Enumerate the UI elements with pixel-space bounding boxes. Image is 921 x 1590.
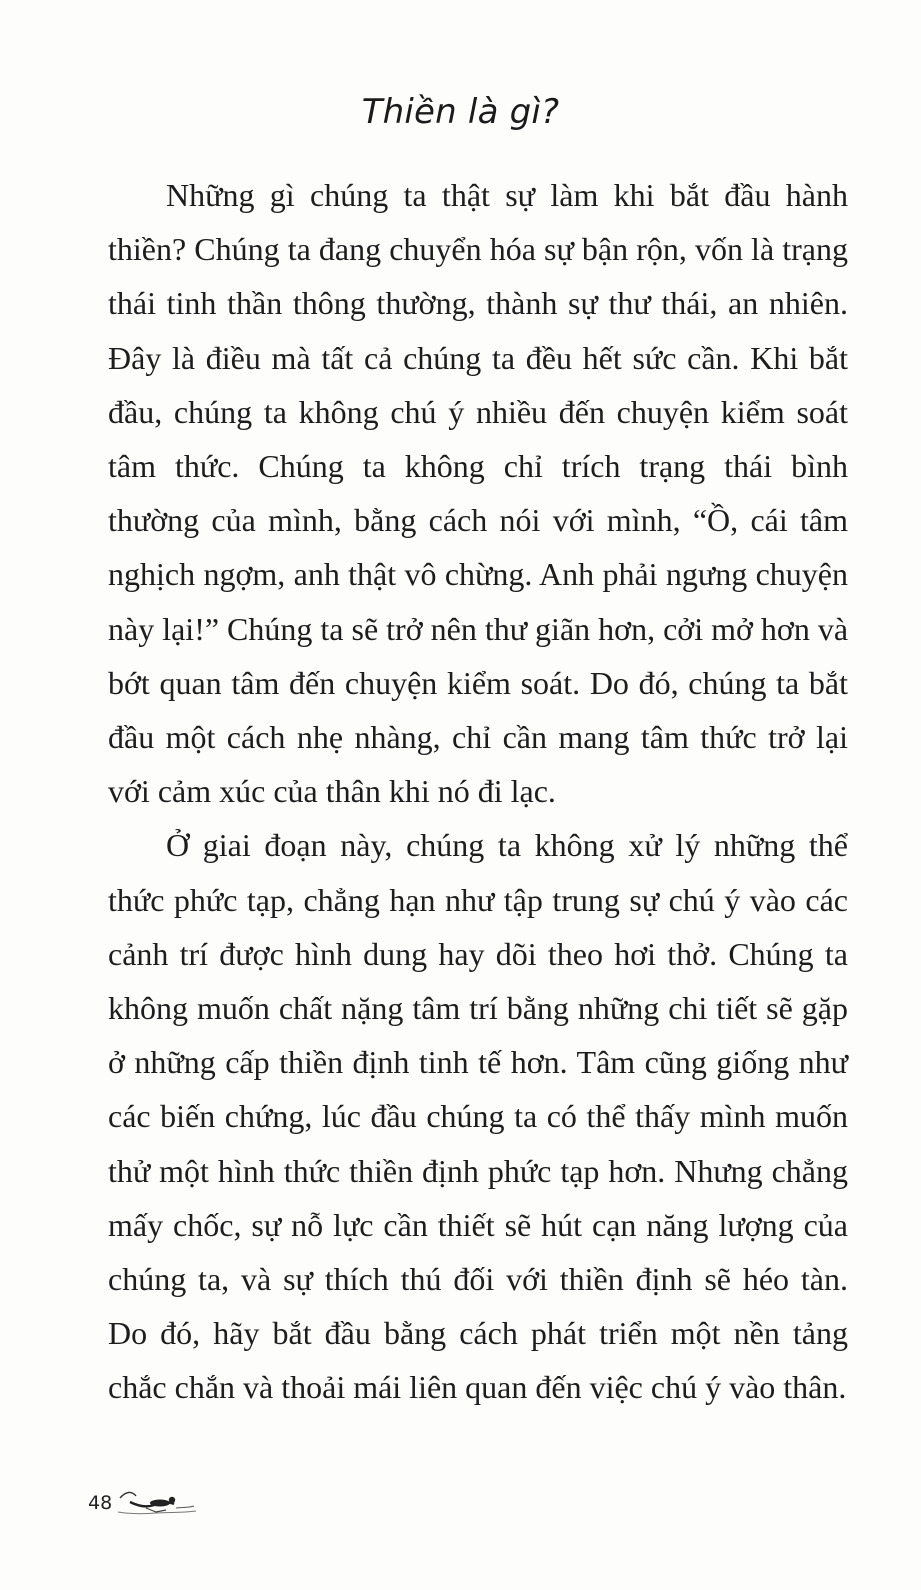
section-heading: Thiền là gì? [361, 92, 560, 132]
swimmer-ornament-icon [116, 1488, 200, 1518]
page-number: 48 [88, 1492, 113, 1514]
paragraph-2: Ở giai đoạn này, chúng ta không xử lý những thể thức phức tạp, chẳng hạn như tập trung sự chú ý vào các cảnh trí được hình dung hay dõi theo hơi thở. Chúng ta không muốn chất nặng tâm trí bằng những chi tiết sẽ gặp ở những cấp thiền định tinh tế hơn. Tâm cũng giống như các biến chứng, lúc đầu chúng ta có thể thấy mình muốn thử một hình thức thiền định phức tạp hơn. Nhưng chẳng mấy chốc, sự nỗ lực cần thiết sẽ hút cạn năng lượng của chúng ta, và sự thích thú đối với thiền định sẽ héo tàn. Do đó, hãy bắt đầu bằng cách phát triển một nền tảng chắc chắn và thoải mái liên quan đến việc chú ý vào thân. [108, 827, 848, 1406]
page-footer [88, 1488, 200, 1518]
body-text [108, 168, 848, 1415]
paragraph-1: Những gì chúng ta thật sự làm khi bắt đầu hành thiền? Chúng ta đang chuyển hóa sự bận rộn, vốn là trạng thái tinh thần thông thường, thành sự thư thái, an nhiên. Đây là điều mà tất cả chúng ta đều hết sức cần. Khi bắt đầu, chúng ta không chú ý nhiều đến chuyện kiểm soát tâm thức. Chúng ta không chỉ trích trạng thái bình thường của mình, bằng cách nói với mình, “Ồ, cái tâm nghịch ngợm, anh thật vô chừng. Anh phải ngưng chuyện này lại!” Chúng ta sẽ trở nên thư giãn hơn, cởi mở hơn và bớt quan tâm đến chuyện kiểm soát. Do đó, chúng ta bắt đầu một cách nhẹ nhàng, chỉ cần mang tâm thức trở lại với cảm xúc của thân khi nó đi lạc. [108, 177, 849, 810]
